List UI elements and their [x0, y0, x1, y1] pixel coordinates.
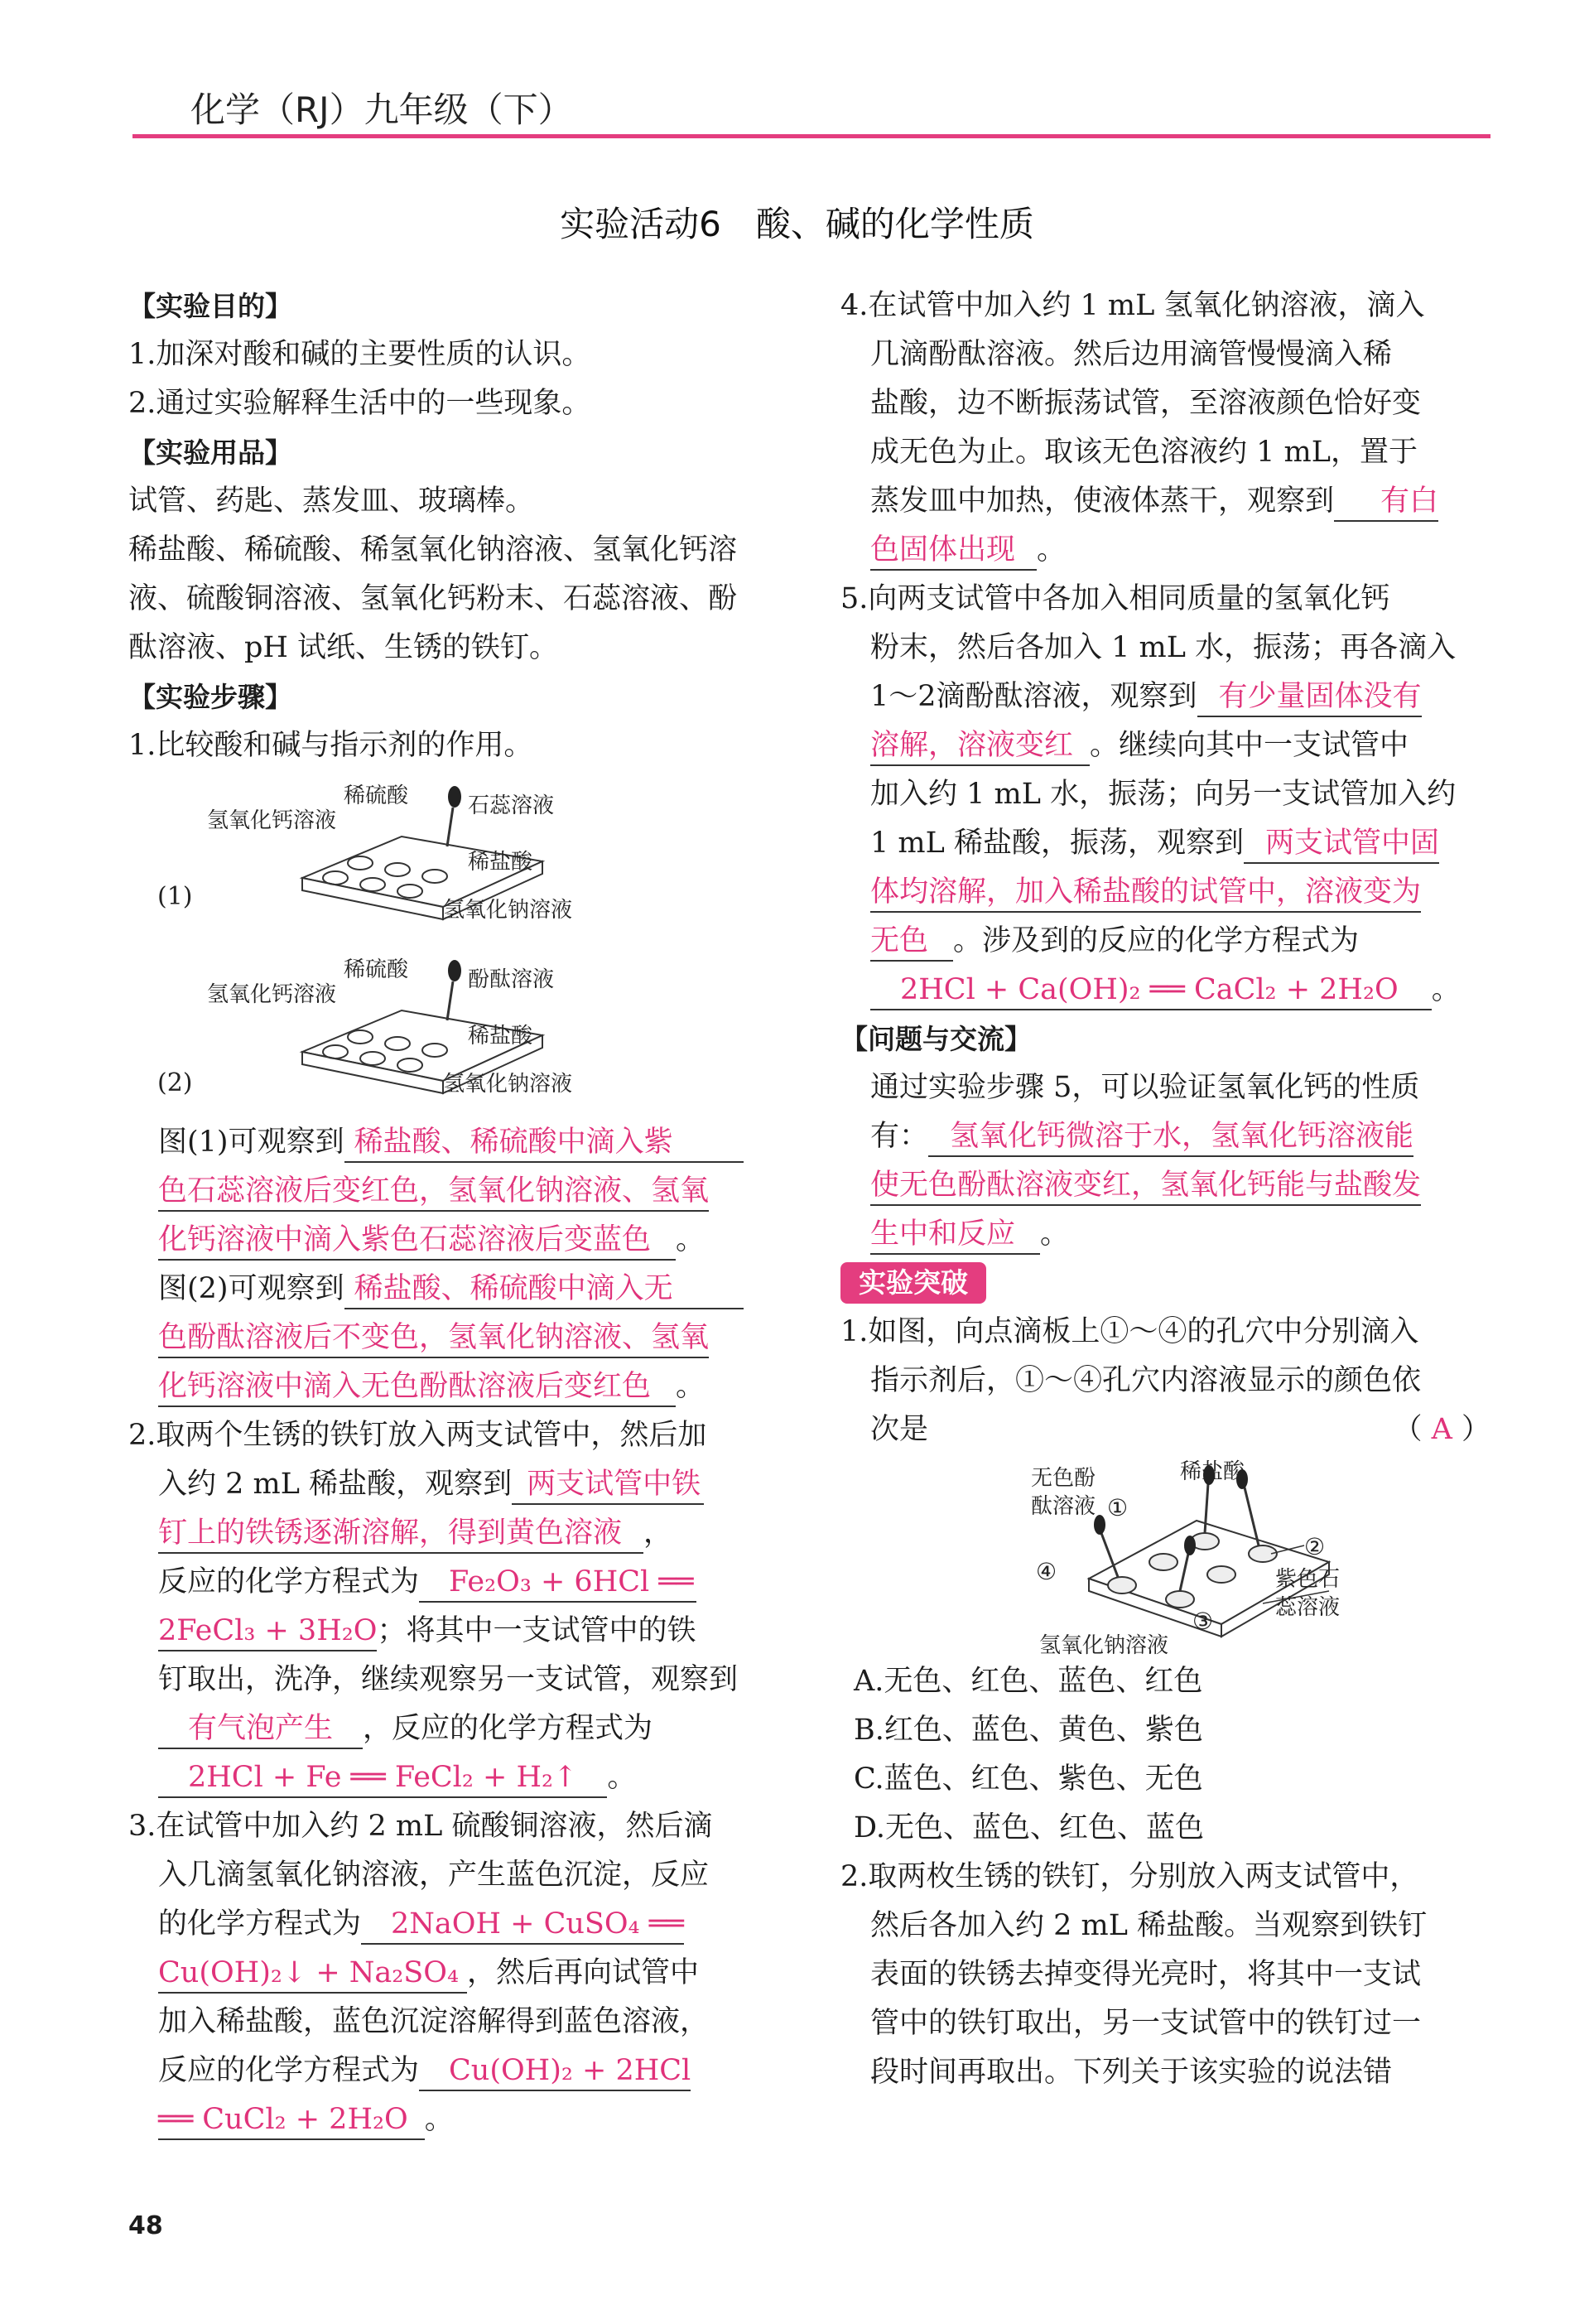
fig2-number: (2)	[157, 1068, 193, 1097]
hole-number-4: ④	[1036, 1558, 1057, 1585]
answer-blank: 氢氧化钙微溶于水，氢氧化钙溶液能	[928, 1117, 1413, 1157]
step-line	[128, 2047, 783, 2095]
equation-blank: Cu(OH)₂↓ + Na₂SO₄	[158, 1954, 467, 1994]
question-line: 表面的铁锈去掉变得光亮时，将其中一支试	[870, 1958, 1422, 1991]
step-text: 反应的化学方程式为	[158, 1565, 420, 1598]
supplies-line: 液、硫酸铜溶液、氢氧化钙粉末、石蕊溶液、酚	[128, 582, 738, 615]
step-line: 2.取两个生锈的铁钉放入两支试管中，然后加	[128, 1419, 707, 1452]
step-line: 1.比较酸和碱与指示剂的作用。	[128, 729, 533, 762]
answer-blank: 化钙溶液中滴入紫色石蕊溶液后变蓝色	[158, 1221, 676, 1261]
equation-blank: 2NaOH + CuSO₄ ══	[361, 1905, 684, 1945]
fig1-label: 石蕊溶液	[468, 793, 555, 818]
answer-blank: 两支试管中固	[1244, 824, 1439, 864]
step-line: 2HCl + Fe ══ FeCl₂ + H₂↑ 。	[128, 1753, 783, 1802]
fig1-label: 稀硫酸	[344, 784, 409, 808]
q1-fig-label: 稀盐酸	[1180, 1459, 1245, 1484]
observation-line	[128, 1265, 783, 1314]
fig1-label: 稀盐酸	[468, 850, 533, 875]
step-line	[128, 1460, 783, 1509]
answer-blank: 体均溶解，加入稀盐酸的试管中，溶液变为	[870, 873, 1421, 913]
fig2-label: 氢氧化钙溶液	[207, 982, 337, 1007]
answer-blank: 钉上的铁锈逐渐溶解，得到黄色溶液	[158, 1514, 643, 1554]
step-line	[840, 673, 1490, 721]
supplies-line: 酞溶液、pH 试纸、生锈的铁钉。	[128, 631, 559, 664]
question-line: 次是 （ A ）	[870, 1413, 1490, 1446]
section-heading: 【实验步骤】	[128, 681, 292, 713]
question-line: 1.如图，向点滴板上①～④的孔穴中分别滴入	[840, 1315, 1419, 1348]
qa-line	[840, 1161, 1490, 1210]
step-text: 的化学方程式为	[158, 1907, 362, 1941]
option-line: C.蓝色、红色、紫色、无色	[854, 1762, 1203, 1796]
spot-plate-drawing	[840, 1454, 1490, 1657]
experiment-breakthrough-badge: 实验突破	[840, 1262, 986, 1304]
step-line: 2HCl + Ca(OH)₂ ══ CaCl₂ + 2H₂O 。	[840, 966, 1490, 1015]
step-line: 成无色为止。取该无色溶液约 1 mL，置于	[870, 436, 1418, 469]
step-line	[128, 1558, 783, 1607]
step-line: 4.在试管中加入约 1 mL 氢氧化钠溶液，滴入	[840, 289, 1425, 322]
purpose-item: 1.加深对酸和碱的主要性质的认识。	[128, 338, 591, 371]
equation-blank: Cu(OH)₂ + 2HCl	[419, 2052, 691, 2091]
page-title: 实验活动6 酸、碱的化学性质	[560, 204, 1034, 244]
answer-blank: 色酚酞溶液后不变色，氢氧化钠溶液、氢氧	[158, 1319, 709, 1358]
question-line: 管中的铁钉取出，另一支试管中的铁钉过一	[870, 2007, 1422, 2040]
spot-plate-figure-1	[128, 770, 783, 944]
answer-blank: 色固体出现	[870, 531, 1037, 571]
answer-blank: 使无色酚酞溶液变红，氢氧化钙能与盐酸发	[870, 1166, 1421, 1206]
fig1-number: (1)	[157, 882, 193, 911]
q1-fig-label: 无色酚	[1031, 1466, 1096, 1491]
equation-blank: 2HCl + Fe ══ FeCl₂ + H₂↑	[158, 1758, 607, 1798]
supplies-line: 试管、药匙、蒸发皿、玻璃棒。	[128, 485, 535, 518]
answer-blank: 溶解，溶液变红	[870, 726, 1090, 766]
supplies-line: 稀盐酸、稀硫酸、稀氢氧化钠溶液、氢氧化钙溶	[128, 533, 738, 567]
step-text: ，反应的化学方程式为	[363, 1712, 653, 1745]
qa-line: 生中和反应 。	[840, 1210, 1490, 1259]
step-line: 5.向两支试管中各加入相同质量的氢氧化钙	[840, 582, 1390, 615]
qa-line	[840, 1112, 1490, 1161]
answer-blank: 无色	[870, 922, 953, 962]
observation-prefix: 图(2)可观察到	[158, 1272, 344, 1305]
section-heading: 【问题与交流】	[840, 1023, 1032, 1055]
question-text: 次是	[870, 1413, 929, 1446]
hole-number-1: ①	[1107, 1494, 1129, 1521]
right-column	[840, 282, 1490, 2097]
hole-number-2: ②	[1304, 1533, 1326, 1560]
observation-line	[128, 1314, 783, 1362]
step-line: 加入稀盐酸，蓝色沉淀溶解得到蓝色溶液，	[158, 2005, 710, 2038]
purpose-item: 2.通过实验解释生活中的一些现象。	[128, 387, 591, 420]
answer-blank: 色石蕊溶液后变红色，氢氧化钠溶液、氢氧	[158, 1172, 709, 1212]
option-line: B.红色、蓝色、黄色、紫色	[854, 1714, 1203, 1747]
header-title: 化学（RJ）九年级（下）	[190, 89, 573, 130]
step-text: 。涉及到的反应的化学方程式为	[953, 924, 1360, 957]
fig2-label: 稀硫酸	[344, 957, 409, 982]
q1-fig-label: 紫色石	[1275, 1567, 1341, 1592]
step-line: 3.在试管中加入约 2 mL 硫酸铜溶液，然后滴	[128, 1810, 713, 1843]
step-text: ；将其中一支试管中的铁	[377, 1614, 696, 1647]
step-line	[840, 477, 1490, 526]
answer-blank: 有气泡产生	[158, 1709, 363, 1749]
q1-fig-label: 氢氧化钠溶液	[1039, 1633, 1169, 1658]
left-column	[128, 282, 783, 2144]
equation-blank: Fe₂O₃ + 6HCl ══	[419, 1563, 696, 1603]
q1-fig-label: 酞溶液	[1031, 1494, 1096, 1519]
equation-blank: 2HCl + Ca(OH)₂ ══ CaCl₂ + 2H₂O	[870, 971, 1432, 1010]
step-text: 1～2滴酚酞溶液，观察到	[870, 680, 1197, 713]
step-text: 。继续向其中一支试管中	[1090, 729, 1409, 762]
step-text: 入约 2 mL 稀盐酸，观察到	[158, 1468, 513, 1501]
section-heading: 【实验用品】	[128, 436, 292, 469]
page-number: 48	[128, 2211, 163, 2240]
equation-blank: 2FeCl₃ + 3H₂O	[158, 1612, 377, 1651]
observation-line	[128, 1167, 783, 1216]
answer-blank: 两支试管中铁	[512, 1465, 704, 1505]
observation-prefix: 图(1)可观察到	[158, 1126, 344, 1159]
step-line: 入几滴氢氧化钠溶液，产生蓝色沉淀，反应	[158, 1859, 710, 1892]
answer-blank: 稀盐酸、稀硫酸中滴入无	[344, 1270, 744, 1309]
step-line: 色固体出现 。	[840, 526, 1490, 575]
answer-blank: 化钙溶液中滴入无色酚酞溶液后变红色	[158, 1367, 676, 1407]
question-line: 指示剂后，①～④孔穴内溶液显示的颜色依	[870, 1364, 1422, 1397]
q1-fig-label: 蕊溶液	[1275, 1595, 1341, 1620]
step-text: 1 mL 稀盐酸，振荡，观察到	[870, 827, 1244, 860]
qa-text: 有：	[870, 1120, 929, 1153]
step-line	[128, 1704, 783, 1753]
fig2-label: 稀盐酸	[468, 1024, 533, 1049]
fig1-label: 氢氧化钙溶液	[207, 808, 337, 833]
step-line	[128, 1949, 783, 1998]
question-line: 段时间再取出。下列关于该实验的说法错	[870, 2056, 1393, 2089]
step-line	[840, 917, 1490, 966]
step-line: 粉末，然后各加入 1 mL 水，振荡；再各滴入	[870, 631, 1457, 664]
observation-line: 化钙溶液中滴入无色酚酞溶液后变红色 。	[128, 1362, 783, 1411]
step-line: 钉上的铁锈逐渐溶解，得到黄色溶液 ，	[128, 1509, 783, 1558]
step-line	[840, 721, 1490, 770]
step-text: 蒸发皿中加热，使液体蒸干，观察到	[870, 485, 1335, 518]
fig2-label: 氢氧化钠溶液	[443, 1072, 573, 1097]
badge-row	[840, 1259, 1490, 1308]
step-line	[840, 868, 1490, 917]
step-line: 加入约 1 mL 水，振荡；向另一支试管加入约	[870, 778, 1457, 811]
step-text: 反应的化学方程式为	[158, 2054, 420, 2087]
answer-blank: 有少量固体没有	[1197, 677, 1422, 717]
section-heading: 【实验目的】	[128, 290, 292, 322]
step-line	[128, 1900, 783, 1949]
qa-line: 通过实验步骤 5，可以验证氢氧化钙的性质	[870, 1071, 1420, 1104]
step-line: 盐酸，边不断振荡试管，至溶液颜色恰好变	[870, 387, 1422, 420]
observation-line: 化钙溶液中滴入紫色石蕊溶液后变蓝色 。	[128, 1216, 783, 1265]
hole-number-3: ③	[1192, 1608, 1214, 1635]
option-line: A.无色、红色、蓝色、红色	[854, 1665, 1203, 1698]
header-rule	[132, 134, 1490, 138]
answer-blank: 生中和反应	[870, 1215, 1040, 1255]
step-line	[840, 819, 1490, 868]
spot-plate-figure-q1	[840, 1454, 1490, 1657]
step-line: 几滴酚酞溶液。然后边用滴管慢慢滴入稀	[870, 338, 1393, 371]
spot-plate-figure-2	[128, 944, 783, 1118]
answer-blank: 有白	[1334, 482, 1438, 522]
answer-choice: A	[1431, 1413, 1452, 1446]
fig2-label: 酚酞溶液	[468, 967, 555, 992]
option-line: D.无色、蓝色、红色、蓝色	[854, 1811, 1204, 1844]
answer-blank: 稀盐酸、稀硫酸中滴入紫	[344, 1123, 744, 1163]
equation-blank: ══ CuCl₂ + 2H₂O	[158, 2100, 425, 2140]
step-line: ══ CuCl₂ + 2H₂O 。	[128, 2095, 783, 2144]
step-line: 钉取出，洗净，继续观察另一支试管，观察到	[158, 1663, 739, 1696]
step-text: ，然后再向试管中	[467, 1956, 700, 1989]
question-line: 然后各加入约 2 mL 稀盐酸。当观察到铁钉	[870, 1909, 1428, 1942]
question-line: 2.取两枚生锈的铁钉，分别放入两支试管中，	[840, 1860, 1419, 1893]
observation-line	[128, 1118, 783, 1167]
step-line	[128, 1607, 783, 1656]
fig1-label: 氢氧化钠溶液	[443, 898, 573, 923]
